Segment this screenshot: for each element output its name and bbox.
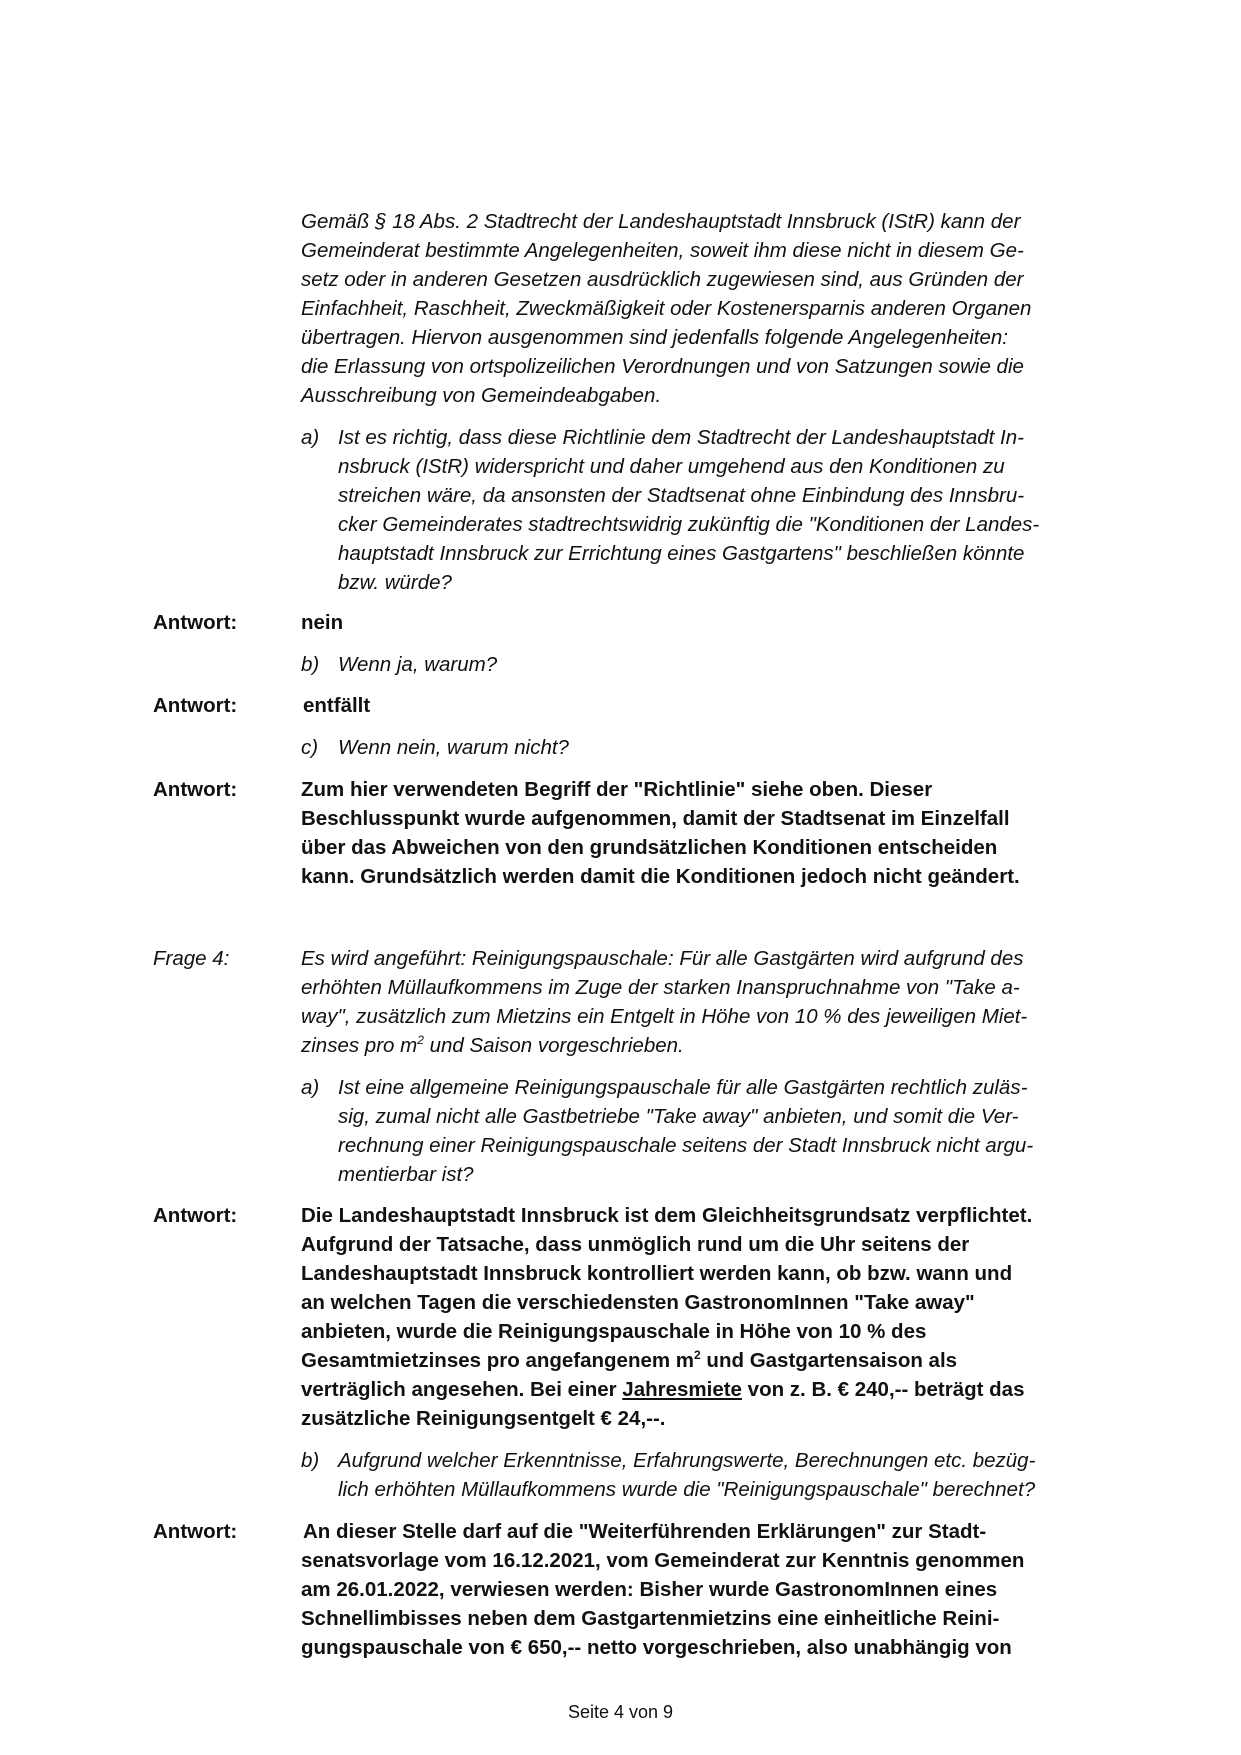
intro-line: Ausschreibung von Gemeindeabgaben. [301,384,662,407]
question-line: Wenn ja, warum? [338,653,498,676]
intro-line: Einfachheit, Raschheit, Zweckmäßigkeit oder Kostenersparnis anderen Organen [301,297,1032,320]
answer-line: an welchen Tagen die verschiedensten GastronomInnen "Take away" [301,1291,975,1314]
question-line: cker Gemeinderates stadtrechtswidrig zukünftig die "Konditionen der Landes- [338,513,1040,536]
question-line: nsbruck (IStR) widerspricht und daher umgehend aus den Konditionen zu [338,455,1005,478]
answer-text: entfällt [303,694,371,717]
answer-line: Die Landeshauptstadt Innsbruck ist dem Gleichheitsgrundsatz verpflichtet. [301,1204,1033,1227]
list-marker: a) [301,426,320,449]
answer-line: gungspauschale von € 650,-- netto vorgeschrieben, also unabhängig von [301,1636,1012,1659]
answer-label: Antwort: [153,778,238,801]
answer-label: Antwort: [153,611,238,634]
answer-line [301,1376,1024,1404]
question-line: Aufgrund welcher Erkenntnisse, Erfahrungswerte, Berechnungen etc. bezüg- [338,1449,1036,1472]
question-line: Ist eine allgemeine Reinigungspauschale für alle Gastgärten rechtlich zuläs- [338,1076,1028,1099]
answer-line: Aufgrund der Tatsache, dass unmöglich rund um die Uhr seitens der [301,1233,970,1256]
answer-line: kann. Grundsätzlich werden damit die Konditionen jedoch nicht geändert. [301,865,1020,888]
text-run: und Saison vorgeschrieben. [423,1034,684,1057]
answer-line: anbieten, wurde die Reinigungspauschale in Höhe von 10 % des [301,1320,927,1343]
superscript: 2 [417,1033,424,1047]
intro-line: Gemeinderat bestimmte Angelegenheiten, soweit ihm diese nicht in diesem Ge- [301,239,1024,262]
question-line: mentierbar ist? [338,1163,474,1186]
answer-line: Schnellimbisses neben dem Gastgartenmietzins eine einheitliche Reini- [301,1607,1000,1630]
question-line: lich erhöhten Müllaufkommens wurde die "Reinigungspauschale" berechnet? [338,1478,1036,1501]
question-line: hauptstadt Innsbruck zur Errichtung eines Gastgartens" beschließen könnte [338,542,1025,565]
answer-line: Beschlusspunkt wurde aufgenommen, damit der Stadtsenat im Einzelfall [301,807,1010,830]
answer-line: Zum hier verwendeten Begriff der "Richtlinie" siehe oben. Dieser [301,778,933,801]
list-marker: a) [301,1076,320,1099]
answer-label: Antwort: [153,1204,238,1227]
question-line: Ist es richtig, dass diese Richtlinie dem Stadtrecht der Landeshauptstadt In- [338,426,1024,449]
answer-line: senatsvorlage vom 16.12.2021, vom Gemeinderat zur Kenntnis genommen [301,1549,1025,1572]
superscript: 2 [694,1348,701,1362]
intro-line: die Erlassung von ortspolizeilichen Verordnungen und von Satzungen sowie die [301,355,1024,378]
answer-line [301,1347,957,1375]
page-number: Seite 4 von 9 [567,1702,674,1722]
answer-line: Landeshauptstadt Innsbruck kontrolliert werden kann, ob bzw. wann und [301,1262,1013,1285]
intro-line: Gemäß § 18 Abs. 2 Stadtrecht der Landeshauptstadt Innsbruck (IStR) kann der [301,210,1021,233]
answer-line: zusätzliche Reinigungsentgelt € 24,--. [301,1407,666,1430]
underlined-term: Jahresmiete [622,1378,742,1401]
question-line: rechnung einer Reinigungspauschale seitens der Stadt Innsbruck nicht argu- [338,1134,1034,1157]
question-line [301,1032,684,1060]
text-run: zinses pro m [301,1034,418,1057]
intro-line: setz oder in anderen Gesetzen ausdrücklich zugewiesen sind, aus Gründen der [301,268,1024,291]
question-line: bzw. würde? [338,571,452,594]
question-line: Es wird angeführt: Reinigungspauschale: Für alle Gastgärten wird aufgrund des [301,947,1024,970]
question-label: Frage 4: [153,947,230,970]
answer-label: Antwort: [153,694,238,717]
question-line: streichen wäre, da ansonsten der Stadtsenat ohne Einbindung des Innsbru- [338,484,1025,507]
question-line: way", zusätzlich zum Mietzins ein Entgelt in Höhe von 10 % des jeweiligen Miet- [301,1005,1028,1028]
question-line: Wenn nein, warum nicht? [338,736,569,759]
list-marker: c) [301,736,319,759]
answer-text: nein [301,611,344,634]
intro-line: übertragen. Hiervon ausgenommen sind jedenfalls folgende Angelegenheiten: [301,326,1008,349]
text-run: von z. B. € 240,-- beträgt das [741,1378,1025,1401]
text-run: Gesamtmietzinses pro angefangenem m [301,1349,695,1372]
list-marker: b) [301,1449,320,1472]
text-run: und Gastgartensaison als [700,1349,958,1372]
answer-label: Antwort: [153,1520,238,1543]
question-line: erhöhten Müllaufkommens im Zuge der starken Inanspruchnahme von "Take a- [301,976,1020,999]
question-line: sig, zumal nicht alle Gastbetriebe "Take away" anbieten, und somit die Ver- [338,1105,1019,1128]
answer-line: An dieser Stelle darf auf die "Weiterführenden Erklärungen" zur Stadt- [303,1520,987,1543]
text-run: verträglich angesehen. Bei einer [301,1378,623,1401]
answer-line: über das Abweichen von den grundsätzlichen Konditionen entscheiden [301,836,998,859]
list-marker: b) [301,653,320,676]
answer-line: am 26.01.2022, verwiesen werden: Bisher wurde GastronomInnen eines [301,1578,998,1601]
